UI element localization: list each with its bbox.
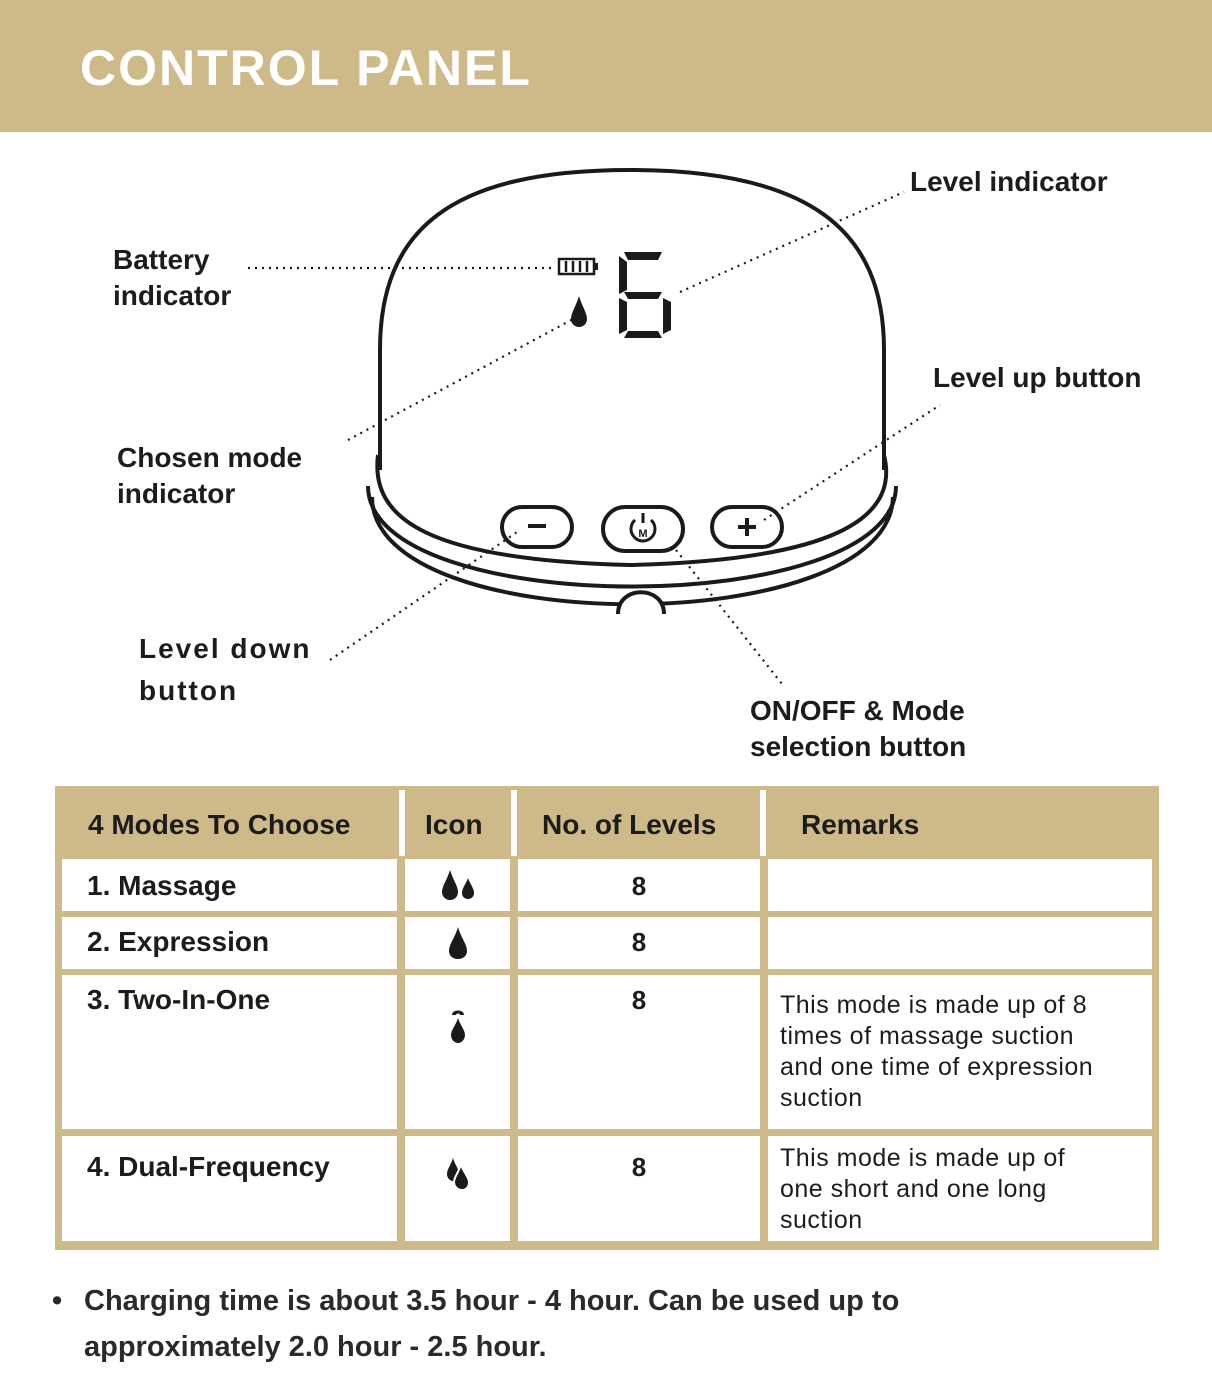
header-modes: 4 Modes To Choose (88, 809, 351, 840)
header-divider (399, 790, 405, 856)
bullet-icon: • (52, 1285, 63, 1317)
leader-on-off (676, 550, 782, 684)
stacked-droplet-icon (405, 1005, 510, 1050)
header-divider (511, 790, 517, 856)
table-row: 3. Two-In-One (62, 975, 397, 1129)
double-droplet-icon (405, 868, 510, 907)
header-icon: Icon (425, 809, 483, 840)
remark-two-in-one: This mode is made up of 8 times of massage suction and one time of expression suction (780, 991, 1094, 1112)
label-chosen-mode-indicator: Chosen mode indicator (117, 442, 303, 509)
label-level-indicator: Level indicator (910, 166, 1108, 197)
header-levels: No. of Levels (542, 809, 717, 840)
overlapping-droplet-icon (405, 1154, 510, 1197)
page-title: CONTROL PANEL (80, 40, 532, 96)
label-on-off-mode-button: ON/OFF & Mode selection button (750, 695, 967, 762)
label-level-down-button: Level down button (139, 633, 312, 706)
device-dome (380, 170, 884, 470)
label-battery-indicator: Battery indicator (113, 244, 232, 311)
header-banner (0, 0, 1212, 132)
remark-dual-frequency: This mode is made up of one short and one long suction (780, 1144, 1066, 1234)
label-level-up-button: Level up button (933, 362, 1142, 393)
header-remarks: Remarks (801, 809, 920, 840)
table-row: 4. Dual-Frequency (62, 1136, 397, 1241)
mode-button-letter: M (638, 528, 648, 540)
header-divider (760, 790, 766, 856)
single-droplet-icon (405, 925, 510, 966)
table-row: 1. Massage (62, 859, 397, 911)
device-notch (618, 592, 664, 614)
control-panel-diagram (0, 132, 1212, 792)
modes-table: 4 Modes To Choose Icon No. of Levels Remarks 1. Massage 8 2. Expression 8 3. Two-In-One 8 This mode is made up of 8 times of massage suction and one time of expression suction 4. Dual-Frequency 8 This mode is made up of one short and one long suction (55, 786, 1159, 1250)
table-row: 2. Expression (62, 917, 397, 969)
